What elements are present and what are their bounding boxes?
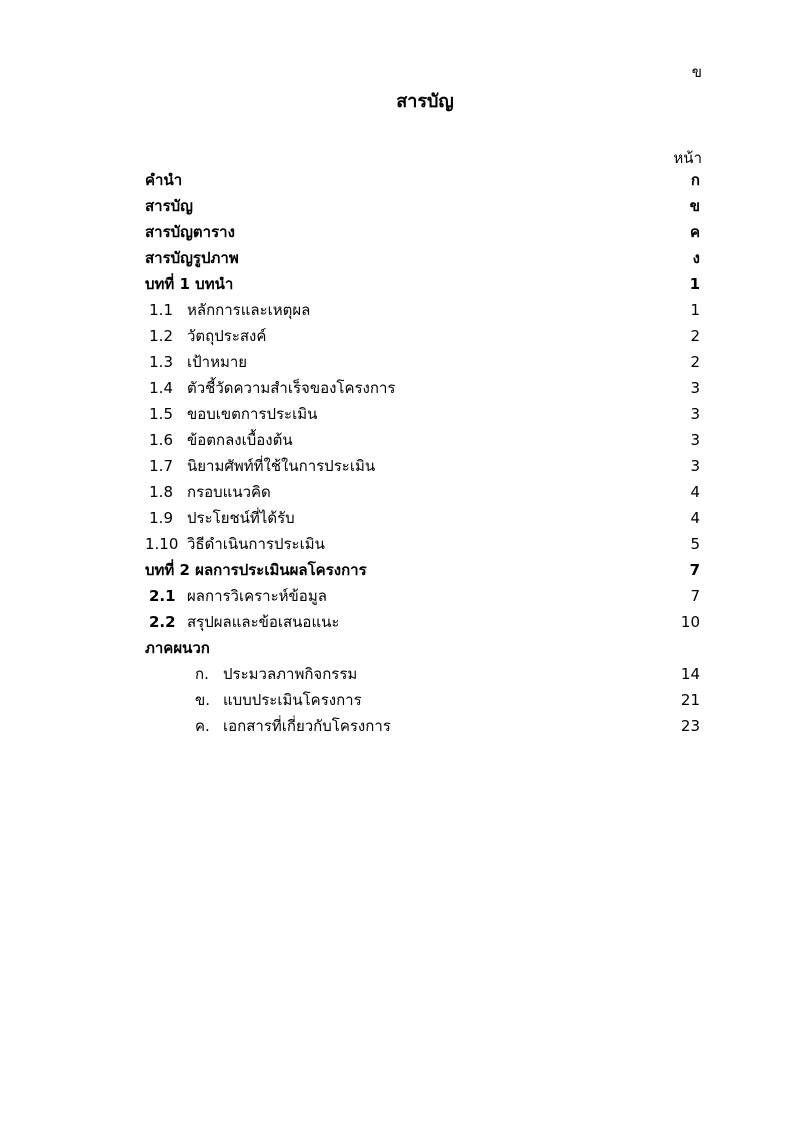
toc-entry-text: แบบประเมินโครงการ bbox=[223, 691, 362, 709]
toc-chapter-1 bbox=[145, 271, 700, 297]
toc-entry-page: 5 bbox=[690, 535, 700, 553]
page-number: ข bbox=[691, 63, 702, 81]
toc-entry-text: ประมวลภาพกิจกรรม bbox=[223, 665, 358, 683]
toc-entry-contents bbox=[145, 193, 700, 219]
toc-entry-text: บทที่ 1 บทนำ bbox=[145, 275, 234, 293]
toc-appendix-label: ข. bbox=[195, 691, 211, 709]
toc-entry-page: 4 bbox=[690, 509, 700, 527]
toc-entry-page: 1 bbox=[690, 301, 700, 319]
toc-entry-text: สารบัญรูปภาพ bbox=[145, 249, 239, 267]
toc-entry-page: 3 bbox=[690, 431, 700, 449]
toc-subentry-number: 1.4 bbox=[149, 379, 173, 397]
toc-entry-text: สารบัญตาราง bbox=[145, 223, 235, 241]
toc-subentry bbox=[145, 505, 700, 531]
toc-entry-list-of-tables bbox=[145, 219, 700, 245]
toc-entry-page: 4 bbox=[690, 483, 700, 501]
toc-entry-text: ประโยชน์ที่ได้รับ bbox=[187, 509, 295, 527]
toc-entry-page: ข bbox=[689, 197, 700, 215]
page-title: สารบัญ bbox=[396, 91, 454, 112]
toc-entry-text: ข้อตกลงเบื้องต้น bbox=[187, 431, 293, 449]
toc-subentry-number: 1.9 bbox=[149, 509, 173, 527]
toc-entry-page: 23 bbox=[680, 717, 700, 735]
toc-appendix bbox=[145, 635, 700, 661]
toc-entry-text: เป้าหมาย bbox=[187, 353, 248, 371]
toc-subentry bbox=[145, 427, 700, 453]
toc-entry-text: นิยามศัพท์ที่ใช้ในการประเมิน bbox=[187, 457, 376, 475]
toc-entry-page: 2 bbox=[690, 353, 700, 371]
toc-subentry-number: 1.6 bbox=[149, 431, 173, 449]
toc-entry-page: 7 bbox=[689, 561, 700, 579]
toc-entry-page: 3 bbox=[690, 405, 700, 423]
toc-subentry-number: 1.7 bbox=[149, 457, 173, 475]
toc-appendix-item bbox=[145, 661, 700, 687]
toc-entry-text: ขอบเขตการประเมิน bbox=[187, 405, 318, 423]
toc-entry-list-of-figures bbox=[145, 245, 700, 271]
toc-subentry-number: 1.3 bbox=[149, 353, 173, 371]
toc-entry-text: หลักการและเหตุผล bbox=[187, 301, 311, 319]
toc-subentry bbox=[145, 609, 700, 635]
toc-entry-page: ง bbox=[692, 249, 700, 267]
toc-appendix-item bbox=[145, 713, 700, 739]
toc-entry-page: 2 bbox=[690, 327, 700, 345]
toc-appendix-label: ค. bbox=[195, 717, 210, 735]
toc-subentry bbox=[145, 349, 700, 375]
toc-subentry-number: 2.1 bbox=[149, 587, 176, 605]
toc-entry-page: 21 bbox=[680, 691, 700, 709]
toc-subentry bbox=[145, 583, 700, 609]
toc-entry-text: ภาคผนวก bbox=[145, 639, 210, 657]
toc-entry-text: วัตถุประสงค์ bbox=[187, 327, 267, 345]
toc-entry-text: กรอบแนวคิด bbox=[187, 483, 271, 501]
toc-entry-page: ก bbox=[690, 171, 700, 189]
toc-subentry-number: 1.1 bbox=[149, 301, 173, 319]
toc-entry-page: 3 bbox=[690, 379, 700, 397]
toc-entry-text: เอกสารที่เกี่ยวกับโครงการ bbox=[223, 717, 391, 735]
toc-subentry-number: 2.2 bbox=[149, 613, 176, 631]
toc-entry-page: 10 bbox=[680, 613, 700, 631]
toc-subentry bbox=[145, 323, 700, 349]
toc-subentry bbox=[145, 401, 700, 427]
toc-entry-text: ผลการวิเคราะห์ข้อมูล bbox=[187, 587, 327, 605]
toc-entry-page: 1 bbox=[689, 275, 700, 293]
toc-subentry bbox=[145, 531, 700, 557]
toc-subentry-number: 1.10 bbox=[145, 535, 179, 553]
toc-subentry bbox=[145, 297, 700, 323]
toc-entry-text: สรุปผลและข้อเสนอแนะ bbox=[187, 613, 340, 631]
toc-entry-page: ค bbox=[689, 223, 700, 241]
toc-subentry bbox=[145, 453, 700, 479]
toc-subentry-number: 1.5 bbox=[149, 405, 173, 423]
toc-entry-text: ตัวชี้วัดความสำเร็จของโครงการ bbox=[187, 379, 396, 397]
toc-appendix-label: ก. bbox=[195, 665, 209, 683]
toc-entry-text: สารบัญ bbox=[145, 197, 193, 215]
table-of-contents bbox=[145, 167, 700, 739]
toc-subentry-number: 1.8 bbox=[149, 483, 173, 501]
toc-entry-foreword bbox=[145, 167, 700, 193]
toc-entry-text: คำนำ bbox=[145, 171, 183, 189]
toc-entry-page: 3 bbox=[690, 457, 700, 475]
toc-subentry-number: 1.2 bbox=[149, 327, 173, 345]
toc-entry-text: วิธีดำเนินการประเมิน bbox=[187, 535, 325, 553]
toc-chapter-2 bbox=[145, 557, 700, 583]
toc-entry-text: บทที่ 2 ผลการประเมินผลโครงการ bbox=[145, 561, 367, 579]
toc-entry-page: 7 bbox=[690, 587, 700, 605]
toc-subentry bbox=[145, 479, 700, 505]
page-column-header: หน้า bbox=[673, 149, 702, 167]
toc-entry-page: 14 bbox=[680, 665, 700, 683]
toc-appendix-item bbox=[145, 687, 700, 713]
toc-subentry bbox=[145, 375, 700, 401]
